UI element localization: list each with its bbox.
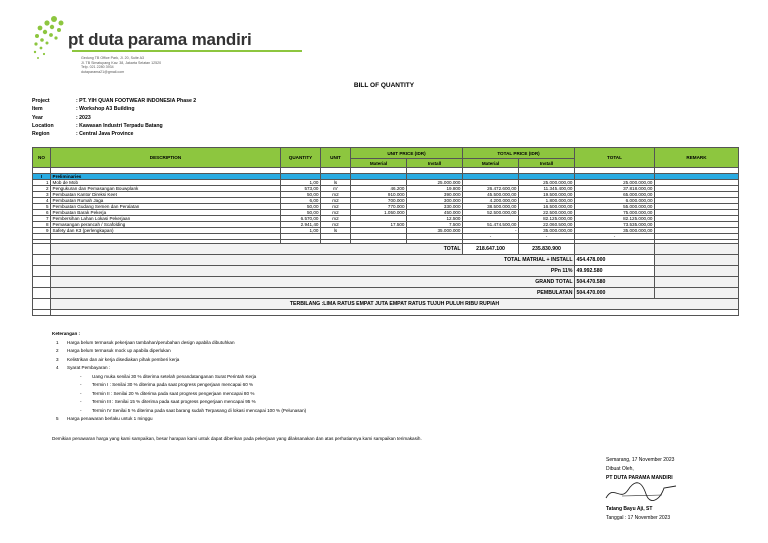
header-description: DESCRIPTION xyxy=(51,148,281,168)
info-value: : PT. YIH QUAN FOOTWEAR INDONESIA Phase 2 xyxy=(76,98,197,104)
payment-term xyxy=(52,390,306,399)
logo-dots-icon xyxy=(32,14,68,62)
row-unit-install: 7.500 xyxy=(407,222,463,228)
row-unit: ls xyxy=(321,180,351,186)
row-description: Pembuatan Rumah Jaga xyxy=(51,198,281,204)
row-total: 82.125.000,00 xyxy=(575,216,655,222)
info-value: : 2023 xyxy=(76,114,91,121)
company-address xyxy=(81,56,161,74)
terbilang-row xyxy=(33,299,739,310)
subheader-install: Install xyxy=(519,159,575,168)
terbilang-text: TERBILANG :LIMA RATUS EMPAT JUTA EMPAT RATUS TUJUH PULUH RIBU RUPIAH xyxy=(51,299,739,310)
row-quantity: 1,00 xyxy=(281,180,321,186)
row-quantity: 6.570,00 xyxy=(281,216,321,222)
row-description: Pengukuran dan Pemasangan Bouwplank xyxy=(51,186,281,192)
ppn-row xyxy=(33,266,739,277)
row-unit-install: 35.000.000 xyxy=(407,228,463,234)
matinst-label: TOTAL MATRIAL + INSTALL xyxy=(51,255,575,266)
total-matinst-row xyxy=(33,255,739,266)
row-unit-install: 19.800 xyxy=(407,186,463,192)
row-total: 73.535.000,00 xyxy=(575,222,655,228)
row-quantity: 573,00 xyxy=(281,186,321,192)
info-value: : Central Java Province xyxy=(76,131,134,138)
row-description: Pembuatan Kantor Direksi Keet xyxy=(51,192,281,198)
info-value: : Kawasan Industri Terpadu Batang xyxy=(76,122,163,129)
row-no: 8 xyxy=(33,222,51,228)
row-description: Pembuatan Barak Pekerja xyxy=(51,210,281,216)
note-text: Harga penawaran berlaku untuk 1 minggu xyxy=(67,416,153,421)
term-text: Uang muka senilai 30 % diterima setelah penandatanganan Surat Perintah Kerja xyxy=(92,373,257,379)
row-total-material: 26.472.600,00 xyxy=(463,186,519,192)
term-text: Termin III : Senilai 15 % diterima pada saat progress pengerjaan mencapai 95 % xyxy=(92,399,256,404)
row-unit: ls xyxy=(321,228,351,234)
sign-name: Tatang Bayu Aji, ST xyxy=(606,506,653,512)
sign-place-date: Semarang, 17 November 2023 xyxy=(606,457,675,463)
row-total-install: 16.500.000,00 xyxy=(519,204,575,210)
boq-table xyxy=(32,147,739,316)
row-unit: m2 xyxy=(321,210,351,216)
payment-term xyxy=(52,381,306,390)
row-total-install: 1.800.000,00 xyxy=(519,198,575,204)
row-total-install: 11.345.400,00 xyxy=(519,186,575,192)
project-info xyxy=(32,97,196,138)
payment-term xyxy=(52,398,306,407)
row-total-material: 45.500.000,00 xyxy=(463,192,519,198)
row-no: 4 xyxy=(33,198,51,204)
closing-text: Demikian penawaran harga yang kami sampaikan, besar harapan kami untuk dapat diberikan pada pekerjaan yang dilaksanakan dan atas perhatiannya kami sampaikan terimakasih. xyxy=(52,436,422,441)
term-text: Termin I : Senilai 30 % diterima pada saat progress pengerjaan mencapai 60 % xyxy=(92,382,254,387)
row-quantity: 2.941,40 xyxy=(281,222,321,228)
row-no: 7 xyxy=(33,216,51,222)
note-number: 3 xyxy=(56,356,59,362)
row-unit-material: 46.200 xyxy=(351,186,407,192)
handwritten-signature-icon xyxy=(602,480,682,504)
header-remark: REMARK xyxy=(655,148,739,168)
note-text: Syarat Pembayaran : xyxy=(67,365,111,370)
header-quantity: QUANTITY xyxy=(281,148,321,168)
notes-section xyxy=(52,330,306,424)
row-quantity: 6,00 xyxy=(281,198,321,204)
grand-total-row xyxy=(33,277,739,288)
note-item xyxy=(52,339,306,348)
address-line: Telp. 021 2280 3934 xyxy=(81,65,114,70)
spacer-row xyxy=(33,310,739,316)
row-total: 75.000.000,00 xyxy=(575,210,655,216)
row-unit: m2 xyxy=(321,222,351,228)
row-unit: m2 xyxy=(321,198,351,204)
row-unit-material: 1.050.000 xyxy=(351,210,407,216)
info-value: : Workshop A3 Building xyxy=(76,106,135,113)
sign-date: Tanggal : 17 November 2023 xyxy=(606,515,671,521)
row-description: Safety dan K3 (perlengkapan) xyxy=(51,228,281,234)
payment-term xyxy=(52,373,306,382)
row-total-material: - xyxy=(463,228,519,234)
ppn-value: 49.992.580 xyxy=(575,266,655,277)
note-text: Harga belum termasuk mock up apabila diperlukan xyxy=(67,348,171,353)
note-item xyxy=(52,356,306,365)
address-line: Jl. TB Simatupang Kav. 38, Jakarta Selatan 12520 xyxy=(81,60,162,65)
total-label: TOTAL xyxy=(51,244,463,255)
note-text: Kelistrikan dan air kerja disediakan pihak pemberi kerja xyxy=(67,356,180,362)
row-total: 6.000.000,00 xyxy=(575,198,655,204)
note-item xyxy=(52,415,306,424)
term-dash: - xyxy=(80,373,82,379)
row-total-install: 22.500.000,00 xyxy=(519,210,575,216)
row-quantity: 1,00 xyxy=(281,228,321,234)
row-unit-install: 450.000 xyxy=(407,210,463,216)
section-label: Preliminaries xyxy=(51,174,281,180)
row-no: 2 xyxy=(33,186,51,192)
row-no: 6 xyxy=(33,210,51,216)
matinst-value: 454.478.000 xyxy=(575,255,655,266)
total-install: 235.830.900 xyxy=(519,244,575,255)
row-total: 55.000.000,00 xyxy=(575,204,655,210)
payment-term xyxy=(52,407,306,416)
row-description: Pembersihan Lahan Lokasi Pekerjaan xyxy=(51,216,281,222)
term-dash: - xyxy=(80,382,82,387)
info-row-project xyxy=(32,97,196,105)
table-header-row xyxy=(33,148,739,159)
row-unit-install: 12.500 xyxy=(407,216,463,222)
term-dash: - xyxy=(80,399,82,404)
header-no: NO xyxy=(33,148,51,168)
address-line: dutaparama21@gmail.com xyxy=(81,69,125,74)
term-text: Termin IV Senilai 5 % diterima pada saat barang sudah Terpasang di lokasi mencapai 100 % (Pelunasan) xyxy=(92,407,307,413)
table-body xyxy=(33,180,739,234)
row-unit-material: 700.000 xyxy=(351,198,407,204)
note-number: 5 xyxy=(56,416,59,421)
row-quantity: 50,00 xyxy=(281,192,321,198)
note-item xyxy=(52,364,306,373)
total-row xyxy=(33,244,739,255)
notes-title: Keterangan : xyxy=(52,331,81,336)
row-total-material: 38.500.000,00 xyxy=(463,204,519,210)
row-description: Mob de Mob xyxy=(51,180,281,186)
row-unit-install: 300.000 xyxy=(407,198,463,204)
header-total: TOTAL xyxy=(575,148,655,168)
subheader-material: Material xyxy=(351,159,407,168)
note-number: 1 xyxy=(56,339,59,345)
grand-total-label: GRAND TOTAL xyxy=(51,277,575,288)
note-number: 4 xyxy=(56,365,59,370)
row-unit: m' xyxy=(321,186,351,192)
header-unit-price: UNIT PRICE (IDR) xyxy=(351,148,463,159)
info-row-year xyxy=(32,114,196,122)
note-text: Harga belum termasuk pekerjaan tambahan/perubahan design apabila dibutuhkan xyxy=(67,339,235,345)
ppn-label: PPn 11% xyxy=(51,266,575,277)
info-label: Location xyxy=(32,122,54,129)
row-unit-install: 390.000 xyxy=(407,192,463,198)
dash-cell: - xyxy=(519,234,575,240)
info-row-region xyxy=(32,130,196,138)
row-total-install: 25.000.000,00 xyxy=(519,180,575,186)
address-line: Gedung TB Office Park, Jl. 20, Suite A3 xyxy=(81,56,144,60)
row-unit-install: 330.000 xyxy=(407,204,463,210)
row-description: Pemasangan perancah / Scafolding xyxy=(51,222,281,228)
term-text: Termin II : Senilai 20 % diterima pada saat progress pengerjaan mencapai 80 % xyxy=(92,390,255,396)
row-total-material: 51.474.500,00 xyxy=(463,222,519,228)
row-no: 3 xyxy=(33,192,51,198)
header-unit: UNIT xyxy=(321,148,351,168)
logo-underline xyxy=(72,50,302,52)
row-unit: m2 xyxy=(321,216,351,222)
company-name: pt duta parama mandiri xyxy=(68,30,252,49)
row-unit: m2 xyxy=(321,192,351,198)
sign-company: PT DUTA PARAMA MANDIRI xyxy=(606,475,673,481)
row-total: 65.000.000,00 xyxy=(575,192,655,198)
row-no: 5 xyxy=(33,204,51,210)
rounding-label: PEMBULATAN xyxy=(51,288,575,299)
row-unit-install: 25.000.000 xyxy=(407,180,463,186)
note-number: 2 xyxy=(56,348,59,353)
row-unit-material: 17.500 xyxy=(351,222,407,228)
row-unit: m2 xyxy=(321,204,351,210)
info-row-location xyxy=(32,122,196,130)
total-material: 218.647.100 xyxy=(463,244,519,255)
row-no: 1 xyxy=(33,180,51,186)
dash-cell: - xyxy=(463,234,519,240)
info-row-item xyxy=(32,105,196,113)
row-total: 35.000.000,00 xyxy=(575,228,655,234)
document-title: BILL OF QUANTITY xyxy=(353,82,415,89)
row-total-material: 4.200.000,00 xyxy=(463,198,519,204)
info-label: Region xyxy=(32,131,50,138)
row-total-material: 52.500.000,00 xyxy=(463,210,519,216)
row-quantity: 50,00 xyxy=(281,204,321,210)
row-quantity: 50,00 xyxy=(281,210,321,216)
rounding-row xyxy=(33,288,739,299)
dash-cell: - xyxy=(575,234,655,240)
row-description: Pembuatan Gudang Semen dan Peralatan xyxy=(51,204,281,210)
section-no: I xyxy=(33,174,51,180)
term-dash: - xyxy=(80,407,82,413)
row-unit-material: 770.000 xyxy=(351,204,407,210)
sign-made-by: Dibuat Oleh, xyxy=(606,466,634,472)
note-item xyxy=(52,347,306,356)
company-logo xyxy=(32,14,302,76)
term-dash: - xyxy=(80,390,82,396)
row-total-install: 22.060.500,00 xyxy=(519,222,575,228)
row-unit-material: 910.000 xyxy=(351,192,407,198)
subheader-install: Install xyxy=(407,159,463,168)
subheader-material: Material xyxy=(463,159,519,168)
row-total-install: 82.125.000,00 xyxy=(519,216,575,222)
info-label: Year xyxy=(32,114,43,121)
header-total-price: TOTAL PRICE (IDR) xyxy=(463,148,575,159)
grand-total-value: 504.470.580 xyxy=(575,277,655,288)
info-label: Item xyxy=(32,106,43,113)
rounding-value: 504.470.000 xyxy=(575,288,655,299)
info-label: Project xyxy=(32,98,50,104)
row-total-install: 19.500.000,00 xyxy=(519,192,575,198)
row-total-install: 35.000.000,00 xyxy=(519,228,575,234)
row-total: 25.000.000,00 xyxy=(575,180,655,186)
row-total: 37.818.000,00 xyxy=(575,186,655,192)
row-no: 9 xyxy=(33,228,51,234)
